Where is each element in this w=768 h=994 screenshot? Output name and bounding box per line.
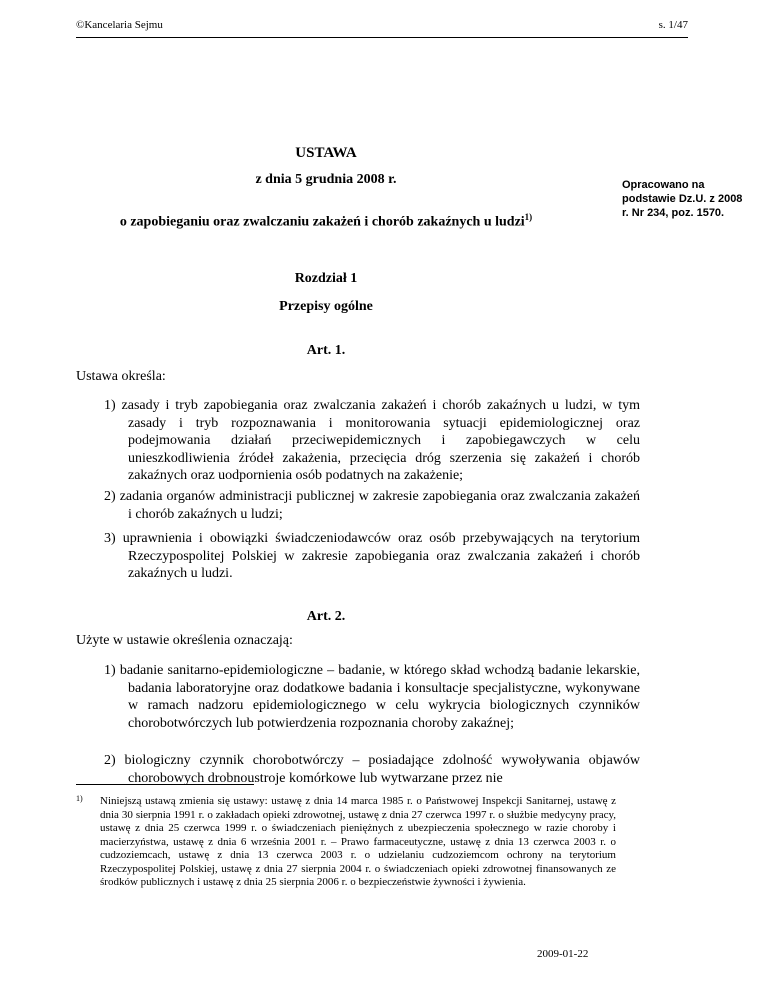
header-left: ©Kancelaria Sejmu: [76, 19, 163, 31]
article-1-item: 3) uprawnienia i obowiązki świadczeniodawców oraz osób przebywających na terytorium Rzeczypospolitej Polskiej w zakresie zapobiegania oraz zwalczania zakażeń i chorób zakaźnych u ludzi.: [104, 531, 640, 581]
act-subject-text: o zapobieganiu oraz zwalczaniu zakażeń i chorób zakaźnych u ludzi: [119, 214, 525, 230]
margin-note: Opracowano na podstawie Dz.U. z 2008 r. Nr 234, poz. 1570.: [622, 179, 743, 219]
act-date: z dnia 5 grudnia 2008 r.: [255, 172, 397, 187]
chapter-name: Przepisy ogólne: [279, 299, 373, 314]
footnote-rule: [76, 784, 254, 785]
header-rule: [76, 37, 688, 38]
article-2-item: 1) badanie sanitarno-epidemiologiczne – badanie, w którego skład wchodzą badanie lekarskie, badania laboratoryjne oraz dodatkowe badania i konsultacje specjalistyczne, wykonywane w ramach nadzoru epidemiologicznego w celu wykrycia biologicznych czynników chorobotwórczych lub potwierdzenia rozpoznania choroby zakaźnej;: [104, 663, 640, 731]
footnote-mark: 1): [76, 794, 83, 803]
footnote: [76, 795, 616, 890]
footer-date: 2009-01-22: [537, 948, 589, 960]
article-1-heading: Art. 1.: [306, 343, 346, 358]
article-1-intro: Ustawa określa:: [76, 369, 166, 384]
article-2-item: 2) biologiczny czynnik chorobotwórczy – posiadające zdolność wywoływania objawów chorobowych drobnoustroje komórkowe lub wytwarzane przez nie: [104, 753, 640, 786]
act-subject: [76, 212, 576, 231]
article-1-item: 2) zadania organów administracji publicznej w zakresie zapobiegania oraz zwalczania zakażeń i chorób zakaźnych u ludzi;: [104, 489, 640, 522]
article-1-item: 1) zasady i tryb zapobiegania oraz zwalczania zakażeń i chorób zakaźnych u ludzi, w tym zasady i tryb rozpoznawania i monitorowania sytuacji epidemiologicznej oraz podejmowania działań przeciwepidemicznych i zapobiegawczych w celu unieszkodliwienia źródeł zakażenia, przecięcia dróg szerzenia się zakażeń i chorób zakaźnych oraz uodpornienia osób podatnych na zakażenie;: [104, 398, 640, 483]
article-2-heading: Art. 2.: [306, 609, 346, 624]
article-2-intro: Użyte w ustawie określenia oznaczają:: [76, 633, 293, 648]
chapter-number: Rozdział 1: [294, 271, 358, 286]
page-number: s. 1/47: [658, 19, 688, 31]
footnote-text: Niniejszą ustawą zmienia się ustawy: ustawę z dnia 14 marca 1985 r. o Państwowej Inspekcji Sanitarnej, ustawę z dnia 30 sierpnia 1991 r. o zakładach opieki zdrowotnej, ustawę z dnia 27 czerwca 1997 r. o służbie medycyny pracy, ustawę z dnia 25 czerwca 1999 r. o świadczeniach pieniężnych z ubezpieczenia społecznego w razie choroby i macierzyństwa, ustawę z dnia 6 września 2001 r. – Prawo farmaceutyczne, ustawę z dnia 13 czerwca 2003 r. o cudzoziemcach, ustawę z dnia 13 czerwca 2003 r. o udzielaniu cudzoziemcom ochrony na terytorium Rzeczypospolitej Polskiej, ustawę z dnia 27 sierpnia 2004 r. o świadczeniach opieki zdrowotnej finansowanych ze środków publicznych i ustawę z dnia 25 sierpnia 2006 r. o bezpieczeństwie żywności i żywienia.: [100, 795, 616, 888]
act-title: USTAWA: [295, 145, 357, 161]
footnote-reference[interactable]: 1): [524, 212, 533, 222]
